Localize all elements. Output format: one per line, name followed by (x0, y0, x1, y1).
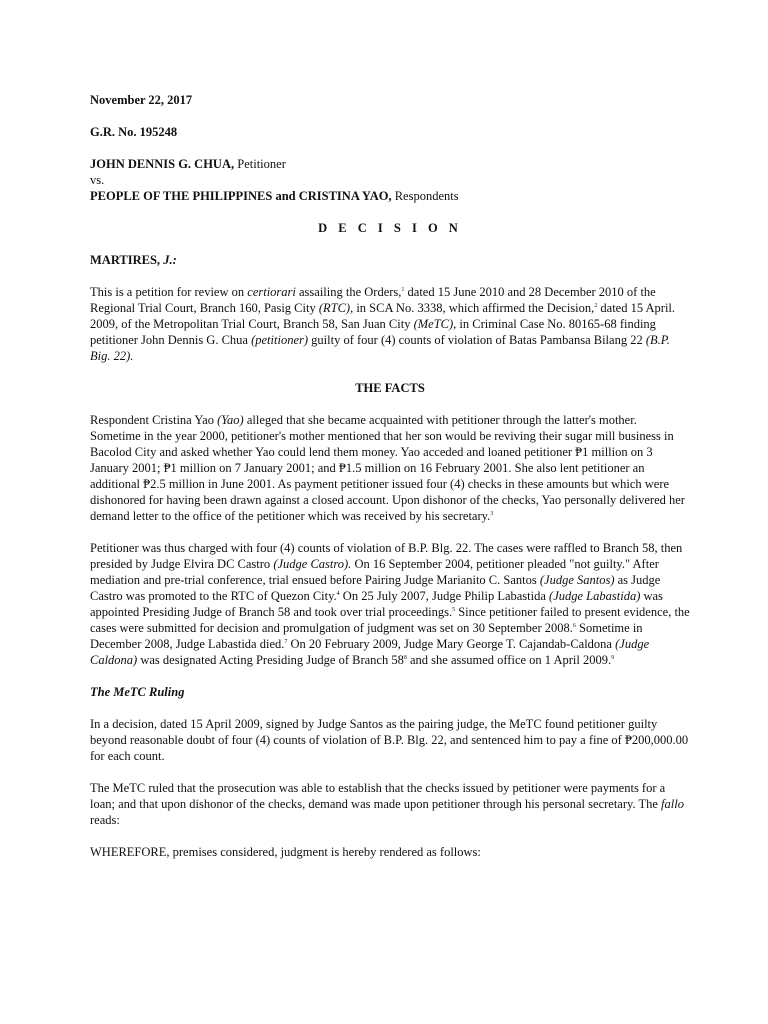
text-italic: certiorari (247, 285, 296, 299)
text-italic: (Yao) (217, 413, 244, 427)
footnote-ref[interactable]: 2 (594, 302, 598, 309)
facts-heading: THE FACTS (355, 381, 425, 395)
text-segment: alleged that she became acquainted with petitioner through the latter's mother. Sometime in the year 2000, petitioner's mother mentioned that her son would be reviving their sugar mill business in Bacolod City and asked whether Yao could lend them money. Yao acceded and loaned petitioner ₱1 million on 3 January 2001; ₱1 million on 7 January 2001; and ₱1.5 million on 16 February 2001. She also lent petitioner an additional ₱2.5 million in June 2001. As payment petitioner issued four (4) checks in these amounts but which were dishonored for having been drawn against a closed account. Upon dishonor of the checks, Yao personally delivered her demand letter to the office of the petitioner which was received by his secretary. (90, 413, 685, 523)
text-italic: (petitioner) (251, 333, 309, 347)
text-italic: (Judge Labastida) (549, 589, 641, 603)
text-segment: assailing the Orders, (295, 285, 402, 299)
ponente-title: J.: (160, 253, 177, 267)
text-segment: as Judge Castro was promoted to the RTC of Quezon City. (90, 573, 661, 603)
petitioner-role: Petitioner (234, 157, 286, 171)
footnote-ref[interactable]: 5 (452, 606, 456, 613)
metc-ruling-heading: The MeTC Ruling (90, 685, 185, 699)
decision-title: D E C I S I O N (318, 221, 462, 235)
footnote-ref[interactable]: 6 (572, 622, 576, 629)
metc-paragraph-1: In a decision, dated 15 April 2009, signed by Judge Santos as the pairing judge, the MeTC found petitioner guilty beyond reasonable doubt of four (4) counts of violation of B.P. Blg. 22, and sentenced him to pay a fine of ₱200,000.00 for each count. (90, 717, 689, 763)
petitioner-line (90, 156, 690, 172)
intro-paragraph (90, 284, 690, 364)
versus: vs. (90, 173, 105, 187)
text-segment: in SCA No. 3338, which affirmed the Decision, (353, 301, 595, 315)
footnote-ref[interactable]: 1 (401, 286, 405, 293)
text-segment: Sometime in December 2008, Judge Labastida died. (90, 621, 643, 651)
document-page (90, 92, 690, 876)
facts-paragraph-1 (90, 412, 690, 524)
footnote-ref[interactable]: 3 (490, 510, 494, 517)
metc-paragraph-2 (90, 780, 690, 828)
text-segment: reads: (90, 813, 120, 827)
gr-number: G.R. No. 195248 (90, 125, 178, 139)
text-segment: Since petitioner failed to present evidence, the cases were submitted for decision and promulgation of judgment was set on 30 September 2008. (90, 605, 690, 635)
text-segment: in Criminal Case No. 80165-68 finding petitioner John Dennis G. Chua (90, 317, 656, 347)
facts-paragraph-2 (90, 540, 690, 668)
respondent-names: PEOPLE OF THE PHILIPPINES and CRISTINA YAO, (90, 189, 392, 203)
text-segment: On 16 September 2004, petitioner pleaded "not guilty." After mediation and pre-trial conference, trial ensued before Pairing Judge Marianito C. Santos (90, 557, 659, 587)
decision-date: November 22, 2017 (90, 93, 193, 107)
text-italic: (Judge Caldona) (90, 637, 650, 667)
text-italic: (B.P. Big. 22). (90, 333, 670, 363)
footnote-ref[interactable]: 4 (336, 590, 340, 597)
text-segment: On 25 July 2007, Judge Philip Labastida (339, 589, 550, 603)
text-segment: The MeTC ruled that the prosecution was able to establish that the checks issued by petitioner were payments for a loan; and that upon dishonor of the checks, demand was made upon petitioner through his personal secretary. The (90, 781, 666, 811)
ponente-name: MARTIRES, (90, 253, 161, 267)
footnote-ref[interactable]: 9 (611, 654, 615, 661)
text-segment: On 20 February 2009, Judge Mary George T. Cajandab-Caldona (287, 637, 616, 651)
text-italic: fallo (661, 797, 684, 811)
petitioner-name: JOHN DENNIS G. CHUA, (90, 157, 235, 171)
text-segment: was appointed Presiding Judge of Branch 58 and took over trial proceedings. (90, 589, 663, 619)
text-italic: (Judge Castro). (273, 557, 352, 571)
respondent-role: Respondents (391, 189, 459, 203)
text-italic: (RTC), (318, 301, 354, 315)
metc-paragraph-3: WHEREFORE, premises considered, judgment is hereby rendered as follows: (90, 845, 481, 859)
text-segment: and she assumed office on 1 April 2009. (406, 653, 612, 667)
text-segment: This is a petition for review on (90, 285, 248, 299)
text-segment: guilty of four (4) counts of violation of Batas Pambansa Bilang 22 (308, 333, 646, 347)
case-parties (90, 156, 690, 204)
footnote-ref[interactable]: 8 (403, 654, 407, 661)
text-segment: Petitioner was thus charged with four (4) counts of violation of B.P. Blg. 22. The cases were raffled to Branch 58, then presided by Judge Elvira DC Castro (90, 541, 683, 571)
text-italic: (Judge Santos) (539, 573, 615, 587)
ponente (90, 252, 690, 268)
text-segment: dated 15 April. 2009, of the Metropolitan Trial Court, Branch 58, San Juan City (90, 301, 676, 331)
text-segment: dated 15 June 2010 and 28 December 2010 of the Regional Trial Court, Branch 160, Pasig City (90, 285, 656, 315)
respondent-line (90, 188, 690, 204)
text-segment: was designated Acting Presiding Judge of Branch 58 (137, 653, 404, 667)
text-italic: (MeTC), (413, 317, 457, 331)
footnote-ref[interactable]: 7 (284, 638, 288, 645)
text-segment: Respondent Cristina Yao (90, 413, 218, 427)
